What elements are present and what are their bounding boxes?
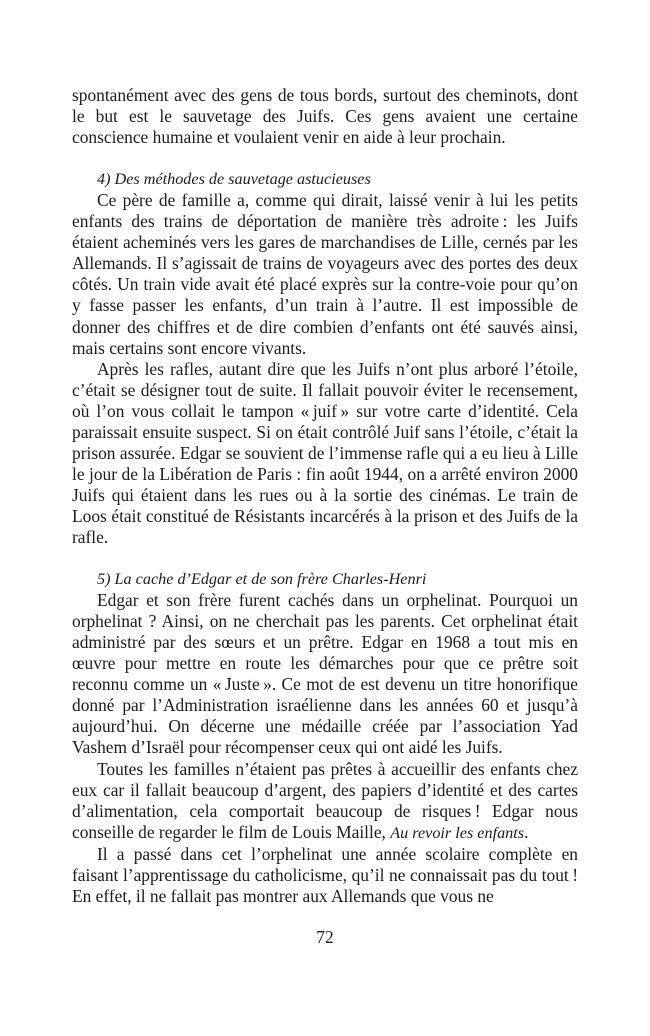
book-page-body [72, 85, 578, 907]
page-number: 72 [316, 927, 334, 947]
section-spacer [72, 148, 578, 169]
paragraph-families-end: . [524, 821, 529, 842]
paragraph-school-year: Il a passé dans cet l’orphelinat une année scolaire complète en faisant l’apprentissage du catholicisme, qu’il ne connaissait pas du tout ! En effet, il ne fallait pas montrer aux Allemands que vous ne [72, 843, 578, 906]
paragraph-orphanage: Edgar et son frère furent cachés dans un orphelinat. Pourquoi un orphelinat ? Ainsi, on ne cherchait pas les parents. Cet orphelinat était administré par des sœurs et un prêtre. Edgar en 1968 a tout mis en œuvre pour mettre en route les démarches pour que ce prêtre soit reconnu comme un « Juste ». Ce mot de est devenu un titre honorifique donné par l’Administration israélienne dans les années 60 et jusqu’à aujourd’hui. On décerne une médaille créée par l’association Yad Vashem d’Israël pour récompenser ceux qui ont aidé les Juifs. [72, 590, 578, 758]
section-heading-5: 5) La cache d’Edgar et de son frère Charles-Henri [97, 570, 427, 589]
paragraph-after-raids: Après les rafles, autant dire que les Juifs n’ont plus arboré l’étoile, c’était se désigner tout de suite. Il fallait pouvoir éviter le recensement, où l’on vous collait le tampon « juif » sur votre carte d’identité. Cela paraissait ensuite suspect. Si on était contrôlé Juif sans l’étoile, c’était la prison assurée. Edgar se souvient de l’immense rafle qui a eu lieu à Lille le jour de la Libération de Paris : fin août 1944, on a arrêté environ 2000 Juifs qui étaient dans les rues ou à la sortie des cinémas. Le train de Loos était constitué de Résistants incarcérés à la prison et des Juifs de la rafle. [72, 358, 578, 547]
paragraph-families [72, 759, 578, 844]
paragraph-families-text: Toutes les familles n’étaient pas prêtes à accueillir des enfants chez eux car il fallait beaucoup d’argent, des papiers d’identité et des cartes d’alimentation, cela comportait beaucoup de risques ! Edgar nous conseille de regarder le film de Louis Maille, [72, 758, 578, 842]
section-heading-4: 4) Des méthodes de sauvetage astucieuses [97, 170, 371, 189]
section-spacer [72, 548, 578, 569]
film-title: Au revoir les enfants [390, 823, 525, 842]
paragraph-rescue-methods: Ce père de famille a, comme qui dirait, laissé venir à lui les petits enfants des trains de déportation de manière très adroite : les Juifs étaient acheminés vers les gares de marchandises de Lille, cernés par les Allemands. Il s’agissait de trains de voyageurs avec des portes des deux côtés. Un train vide avait été placé exprès sur la contre-voie pour qu’on y fasse passer les enfants, d’un train à l’autre. Il est impossible de donner des chiffres et de dire combien d’enfants ont été sauvés ainsi, mais certains sont encore vivants. [72, 190, 578, 358]
paragraph-continuation: spontanément avec des gens de tous bords, surtout des cheminots, dont le but est le sauvetage des Juifs. Ces gens avaient une certaine conscience humaine et voulaient venir en aide à leur prochain. [72, 85, 578, 148]
